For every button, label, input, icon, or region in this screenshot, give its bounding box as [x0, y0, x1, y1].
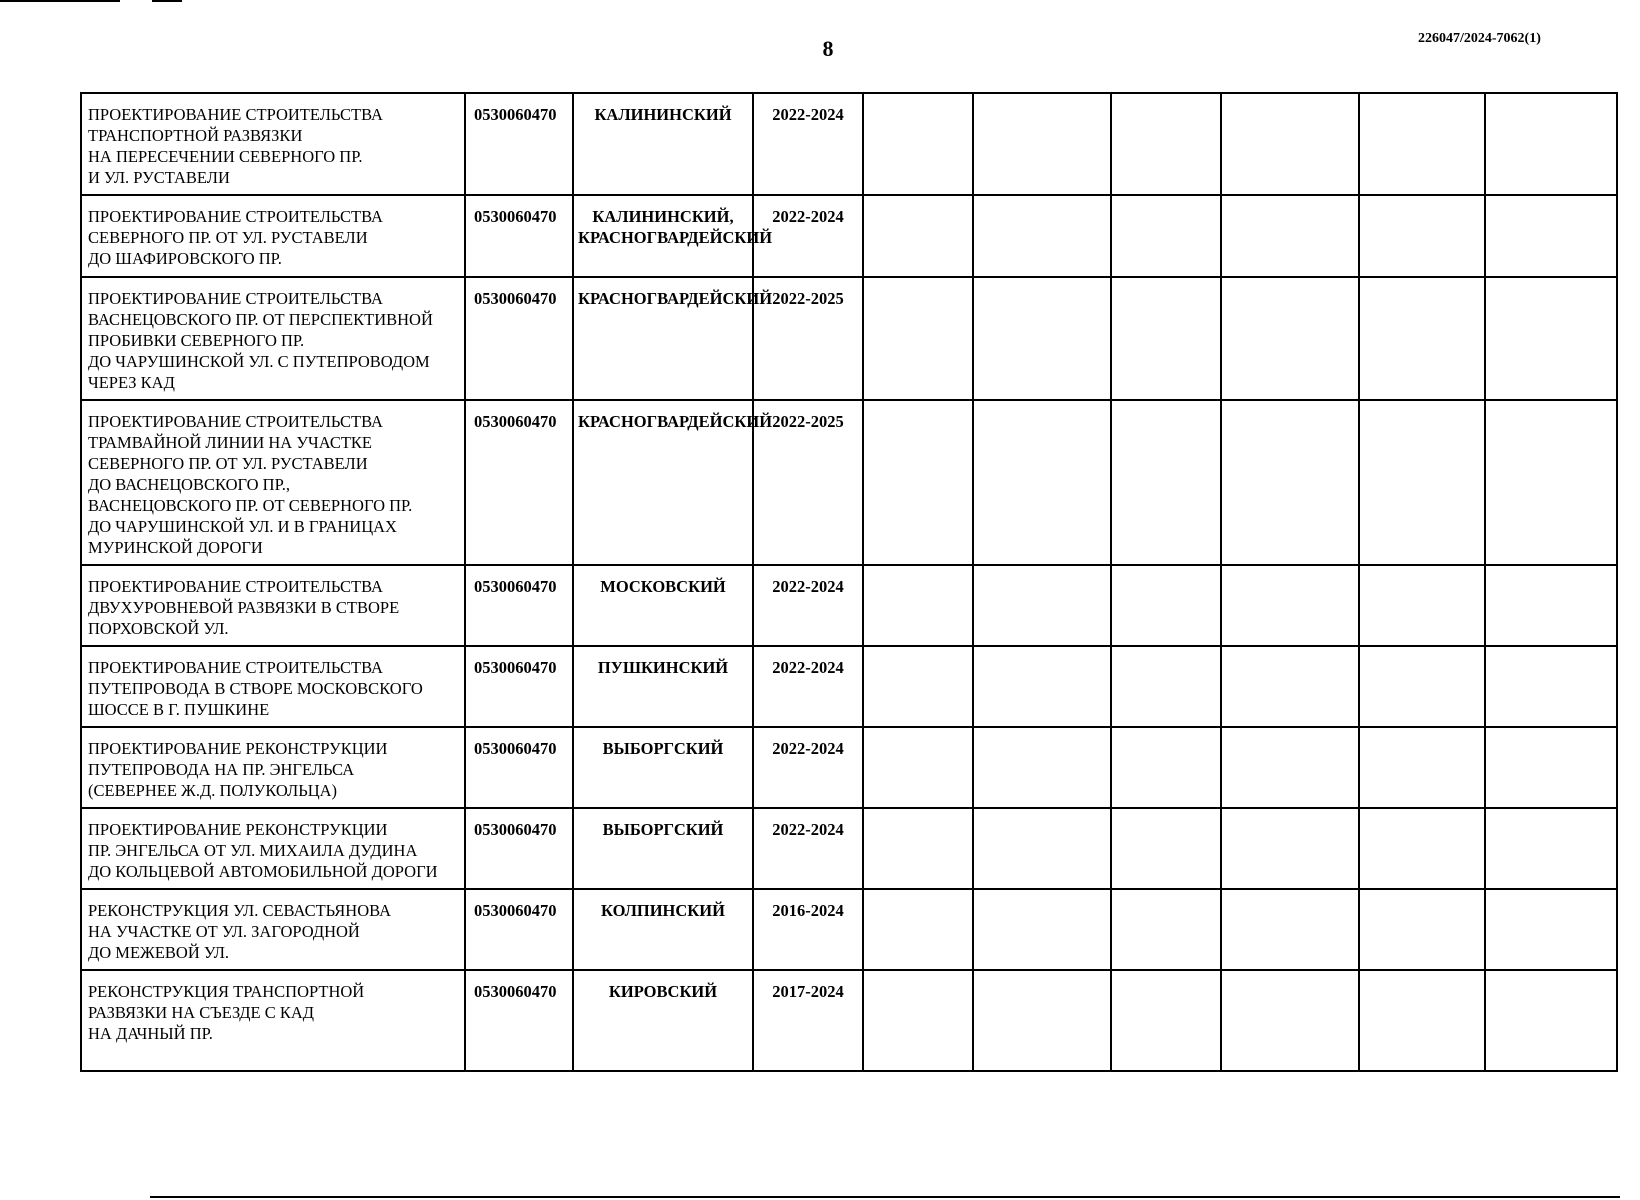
empty-cell — [1485, 808, 1617, 889]
empty-cell — [1111, 400, 1221, 565]
table-row — [81, 277, 1617, 400]
period-cell: 2022-2024 — [753, 808, 863, 889]
empty-cell — [1111, 646, 1221, 727]
empty-cell — [1221, 808, 1359, 889]
budget-code-cell: 0530060470 — [465, 727, 573, 808]
project-name-cell: ПРОЕКТИРОВАНИЕ СТРОИТЕЛЬСТВА СЕВЕРНОГО ПР. ОТ УЛ. РУСТАВЕЛИ ДО ШАФИРОВСКОГО ПР. — [81, 195, 465, 277]
project-name-cell: ПРОЕКТИРОВАНИЕ СТРОИТЕЛЬСТВА ТРАНСПОРТНОЙ РАЗВЯЗКИ НА ПЕРЕСЕЧЕНИИ СЕВЕРНОГО ПР. И УЛ. РУСТАВЕЛИ — [81, 93, 465, 195]
period-cell: 2022-2024 — [753, 727, 863, 808]
empty-cell — [973, 195, 1111, 277]
budget-code-cell: 0530060470 — [465, 195, 573, 277]
empty-cell — [973, 565, 1111, 646]
empty-cell — [1359, 277, 1485, 400]
budget-code-cell: 0530060470 — [465, 277, 573, 400]
empty-cell — [973, 277, 1111, 400]
table-row — [81, 646, 1617, 727]
district-cell: КИРОВСКИЙ — [573, 970, 753, 1071]
period-cell: 2022-2024 — [753, 195, 863, 277]
empty-cell — [973, 727, 1111, 808]
empty-cell — [973, 808, 1111, 889]
table-row — [81, 565, 1617, 646]
empty-cell — [1359, 727, 1485, 808]
empty-cell — [1359, 970, 1485, 1071]
district-cell: ПУШКИНСКИЙ — [573, 646, 753, 727]
projects-table-wrapper — [80, 92, 1616, 1072]
empty-cell — [1221, 970, 1359, 1071]
empty-cell — [1485, 277, 1617, 400]
budget-code-cell: 0530060470 — [465, 400, 573, 565]
empty-cell — [1221, 565, 1359, 646]
table-row — [81, 93, 1617, 195]
empty-cell — [1111, 727, 1221, 808]
budget-code-cell: 0530060470 — [465, 646, 573, 727]
empty-cell — [863, 93, 973, 195]
project-name-cell: ПРОЕКТИРОВАНИЕ СТРОИТЕЛЬСТВА ДВУХУРОВНЕВОЙ РАЗВЯЗКИ В СТВОРЕ ПОРХОВСКОЙ УЛ. — [81, 565, 465, 646]
period-cell: 2016-2024 — [753, 889, 863, 970]
empty-cell — [1221, 727, 1359, 808]
empty-cell — [1359, 808, 1485, 889]
empty-cell — [1359, 195, 1485, 277]
document-id: 226047/2024-7062(1) — [1418, 31, 1541, 46]
empty-cell — [1359, 889, 1485, 970]
empty-cell — [1485, 970, 1617, 1071]
table-row — [81, 808, 1617, 889]
table-row — [81, 400, 1617, 565]
district-cell: КОЛПИНСКИЙ — [573, 889, 753, 970]
empty-cell — [973, 646, 1111, 727]
empty-cell — [1359, 400, 1485, 565]
period-cell: 2022-2024 — [753, 646, 863, 727]
empty-cell — [1359, 646, 1485, 727]
empty-cell — [863, 565, 973, 646]
table-row — [81, 195, 1617, 277]
empty-cell — [1221, 195, 1359, 277]
projects-table — [80, 92, 1618, 1072]
district-cell: КРАСНОГВАРДЕЙСКИЙ — [573, 277, 753, 400]
project-name-cell: ПРОЕКТИРОВАНИЕ СТРОИТЕЛЬСТВА ТРАМВАЙНОЙ ЛИНИИ НА УЧАСТКЕ СЕВЕРНОГО ПР. ОТ УЛ. РУСТАВЕЛИ ДО ВАСНЕЦОВСКОГО ПР., ВАСНЕЦОВСКОГО ПР. ОТ СЕВЕРНОГО ПР. ДО ЧАРУШИНСКОЙ УЛ. И В ГРАНИЦАХ МУРИНСКОЙ ДОРОГИ — [81, 400, 465, 565]
empty-cell — [1111, 889, 1221, 970]
empty-cell — [863, 889, 973, 970]
empty-cell — [1221, 400, 1359, 565]
empty-cell — [973, 970, 1111, 1071]
empty-cell — [863, 646, 973, 727]
budget-code-cell: 0530060470 — [465, 808, 573, 889]
empty-cell — [863, 808, 973, 889]
empty-cell — [1485, 195, 1617, 277]
table-row — [81, 727, 1617, 808]
empty-cell — [1221, 93, 1359, 195]
period-cell: 2022-2025 — [753, 277, 863, 400]
empty-cell — [1111, 970, 1221, 1071]
empty-cell — [1485, 889, 1617, 970]
empty-cell — [1221, 646, 1359, 727]
empty-cell — [1485, 93, 1617, 195]
district-cell: КАЛИНИНСКИЙ — [573, 93, 753, 195]
budget-code-cell: 0530060470 — [465, 889, 573, 970]
period-cell: 2022-2025 — [753, 400, 863, 565]
district-cell: ВЫБОРГСКИЙ — [573, 727, 753, 808]
empty-cell — [1485, 646, 1617, 727]
table-row — [81, 970, 1617, 1071]
empty-cell — [1485, 400, 1617, 565]
empty-cell — [863, 277, 973, 400]
district-cell: КРАСНОГВАРДЕЙСКИЙ — [573, 400, 753, 565]
empty-cell — [1485, 565, 1617, 646]
empty-cell — [1111, 93, 1221, 195]
project-name-cell: РЕКОНСТРУКЦИЯ УЛ. СЕВАСТЬЯНОВА НА УЧАСТКЕ ОТ УЛ. ЗАГОРОДНОЙ ДО МЕЖЕВОЙ УЛ. — [81, 889, 465, 970]
district-cell: КАЛИНИНСКИЙ, КРАСНОГВАРДЕЙСКИЙ — [573, 195, 753, 277]
budget-code-cell: 0530060470 — [465, 93, 573, 195]
empty-cell — [863, 195, 973, 277]
empty-cell — [863, 400, 973, 565]
period-cell: 2022-2024 — [753, 565, 863, 646]
empty-cell — [1111, 277, 1221, 400]
empty-cell — [1111, 195, 1221, 277]
period-cell: 2017-2024 — [753, 970, 863, 1071]
empty-cell — [973, 889, 1111, 970]
empty-cell — [1221, 889, 1359, 970]
project-name-cell: ПРОЕКТИРОВАНИЕ СТРОИТЕЛЬСТВА ПУТЕПРОВОДА В СТВОРЕ МОСКОВСКОГО ШОССЕ В Г. ПУШКИНЕ — [81, 646, 465, 727]
empty-cell — [1111, 808, 1221, 889]
project-name-cell: ПРОЕКТИРОВАНИЕ РЕКОНСТРУКЦИИ ПР. ЭНГЕЛЬСА ОТ УЛ. МИХАИЛА ДУДИНА ДО КОЛЬЦЕВОЙ АВТОМОБИЛЬНОЙ ДОРОГИ — [81, 808, 465, 889]
empty-cell — [973, 93, 1111, 195]
scan-artifact-top — [0, 0, 120, 2]
scan-artifact-top-2 — [152, 0, 182, 2]
table-body — [81, 93, 1617, 1071]
scan-artifact-bottom — [150, 1196, 1620, 1198]
period-cell: 2022-2024 — [753, 93, 863, 195]
empty-cell — [1221, 277, 1359, 400]
budget-code-cell: 0530060470 — [465, 970, 573, 1071]
district-cell: ВЫБОРГСКИЙ — [573, 808, 753, 889]
empty-cell — [973, 400, 1111, 565]
page-number: 8 — [822, 36, 834, 61]
empty-cell — [1359, 565, 1485, 646]
empty-cell — [1485, 727, 1617, 808]
empty-cell — [1359, 93, 1485, 195]
project-name-cell: ПРОЕКТИРОВАНИЕ СТРОИТЕЛЬСТВА ВАСНЕЦОВСКОГО ПР. ОТ ПЕРСПЕКТИВНОЙ ПРОБИВКИ СЕВЕРНОГО ПР. ДО ЧАРУШИНСКОЙ УЛ. С ПУТЕПРОВОДОМ ЧЕРЕЗ КАД — [81, 277, 465, 400]
table-row — [81, 889, 1617, 970]
budget-code-cell: 0530060470 — [465, 565, 573, 646]
district-cell: МОСКОВСКИЙ — [573, 565, 753, 646]
empty-cell — [1111, 565, 1221, 646]
project-name-cell: ПРОЕКТИРОВАНИЕ РЕКОНСТРУКЦИИ ПУТЕПРОВОДА НА ПР. ЭНГЕЛЬСА (СЕВЕРНЕЕ Ж.Д. ПОЛУКОЛЬЦА) — [81, 727, 465, 808]
project-name-cell: РЕКОНСТРУКЦИЯ ТРАНСПОРТНОЙ РАЗВЯЗКИ НА СЪЕЗДЕ С КАД НА ДАЧНЫЙ ПР. — [81, 970, 465, 1071]
empty-cell — [863, 727, 973, 808]
empty-cell — [863, 970, 973, 1071]
